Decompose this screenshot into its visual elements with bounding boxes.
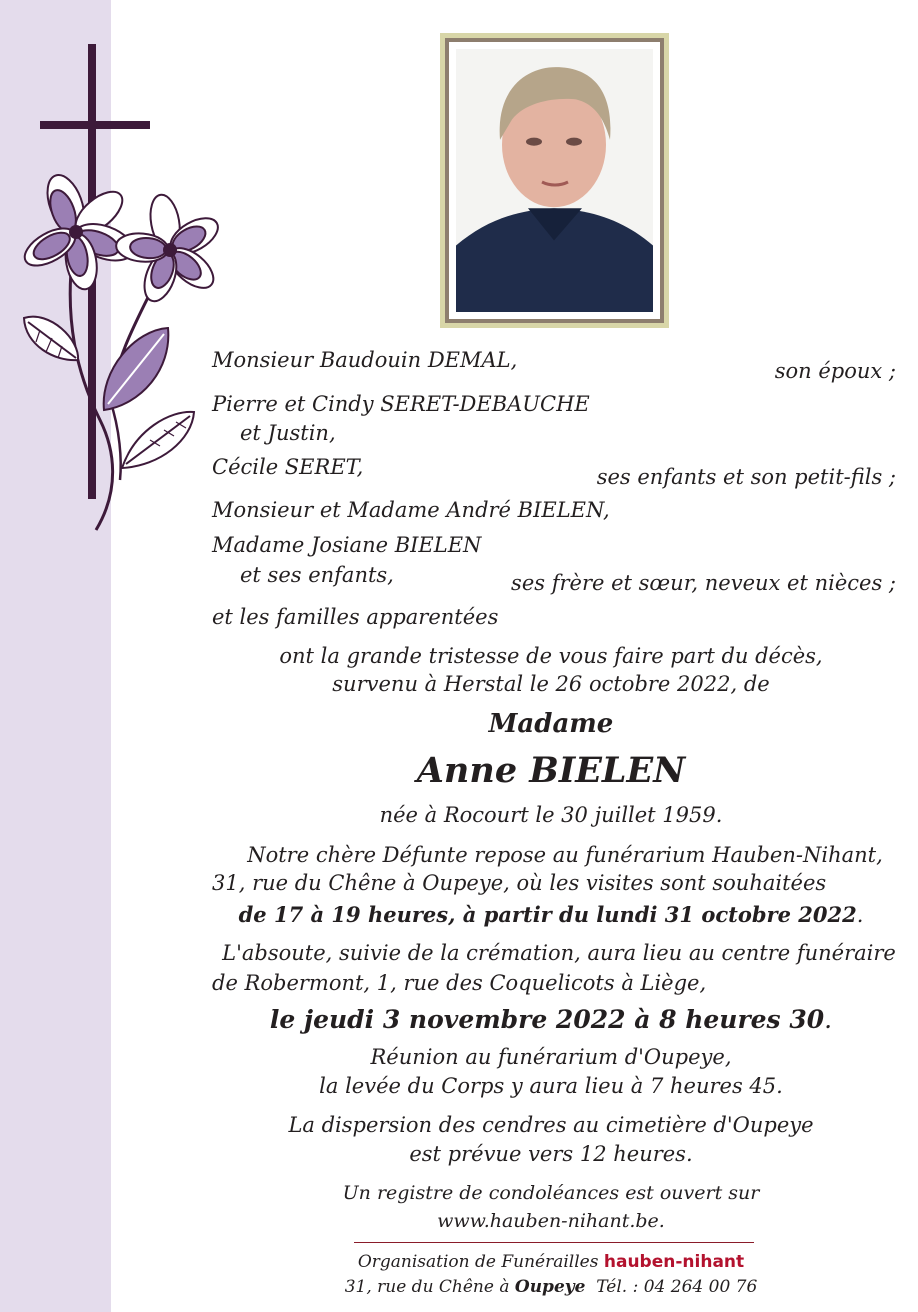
deceased-title: Madame (488, 709, 614, 739)
family-line: Pierre et Cindy SERET-DEBAUCHE (212, 392, 590, 416)
visits-hours-text: de 17 à 19 heures, à partir du lundi 31 octobre 2022 (238, 902, 857, 927)
footer-address: 31, rue du Chêne à Oupeye Tél. : 04 264 00 76 (344, 1277, 758, 1297)
ceremony-line: de Robermont, 1, rue des Coquelicots à Liège, (212, 971, 707, 995)
announcement-line: survenu à Herstal le 26 octobre 2022, de (332, 672, 770, 696)
leaf-icon (122, 412, 194, 468)
ceremony-line: L'absoute, suivie de la crémation, aura lieu au centre funéraire (222, 941, 896, 965)
flower-icon (115, 192, 224, 305)
ceremony-line: est prévue vers 12 heures. (409, 1142, 693, 1166)
leaf-icon (104, 328, 169, 410)
family-role: son époux ; (774, 359, 896, 383)
ceremony-date-text: le jeudi 3 novembre 2022 à 8 heures 30 (269, 1005, 825, 1034)
visits-hours: de 17 à 19 heures, à partir du lundi 31 octobre 2022. (238, 902, 864, 927)
register-line: Un registre de condoléances est ouvert sur (342, 1182, 760, 1204)
family-line: Cécile SERET, (212, 455, 364, 479)
family-role: ses frère et sœur, neveux et nièces ; (511, 571, 896, 595)
family-line: Monsieur et Madame André BIELEN, (212, 498, 610, 522)
ceremony-line: La dispersion des cendres au cimetière d'Oupeye (288, 1113, 814, 1137)
ceremony-line: la levée du Corps y aura lieu à 7 heures 45. (319, 1074, 783, 1098)
family-role: ses enfants et son petit-fils ; (596, 465, 896, 489)
visits-line: Notre chère Défunte repose au funérarium Hauben-Nihant, (247, 843, 883, 867)
family-line: et les familles apparentées (212, 605, 499, 629)
brand-logo: hauben-nihant (603, 1252, 745, 1272)
family-line: Madame Josiane BIELEN (212, 533, 482, 557)
footer-phone: Tél. : 04 264 00 76 (596, 1277, 758, 1297)
portrait-frame (440, 33, 669, 328)
deceased-name: Anne BIELEN (416, 750, 686, 791)
ceremony-date: le jeudi 3 novembre 2022 à 8 heures 30. (269, 1005, 833, 1034)
ceremony-line: Réunion au funérarium d'Oupeye, (370, 1045, 732, 1069)
footer-org: Organisation de Funérailles hauben-nihant (357, 1252, 745, 1272)
portrait-photo (456, 49, 653, 312)
visits-line: 31, rue du Chêne à Oupeye, où les visites sont souhaitées (212, 871, 827, 895)
register-url[interactable]: www.hauben-nihant.be. (437, 1210, 665, 1232)
family-line: et ses enfants, (240, 563, 394, 587)
birth-line: née à Rocourt le 30 juillet 1959. (379, 803, 723, 827)
family-line: et Justin, (240, 421, 336, 445)
flower-icon (19, 170, 138, 292)
leaf-icon (24, 317, 78, 360)
family-line: Monsieur Baudouin DEMAL, (212, 348, 518, 372)
announcement-line: ont la grande tristesse de vous faire part du décès, (279, 644, 823, 668)
footer-divider (354, 1242, 754, 1243)
cross-flowers-decoration (0, 0, 240, 560)
